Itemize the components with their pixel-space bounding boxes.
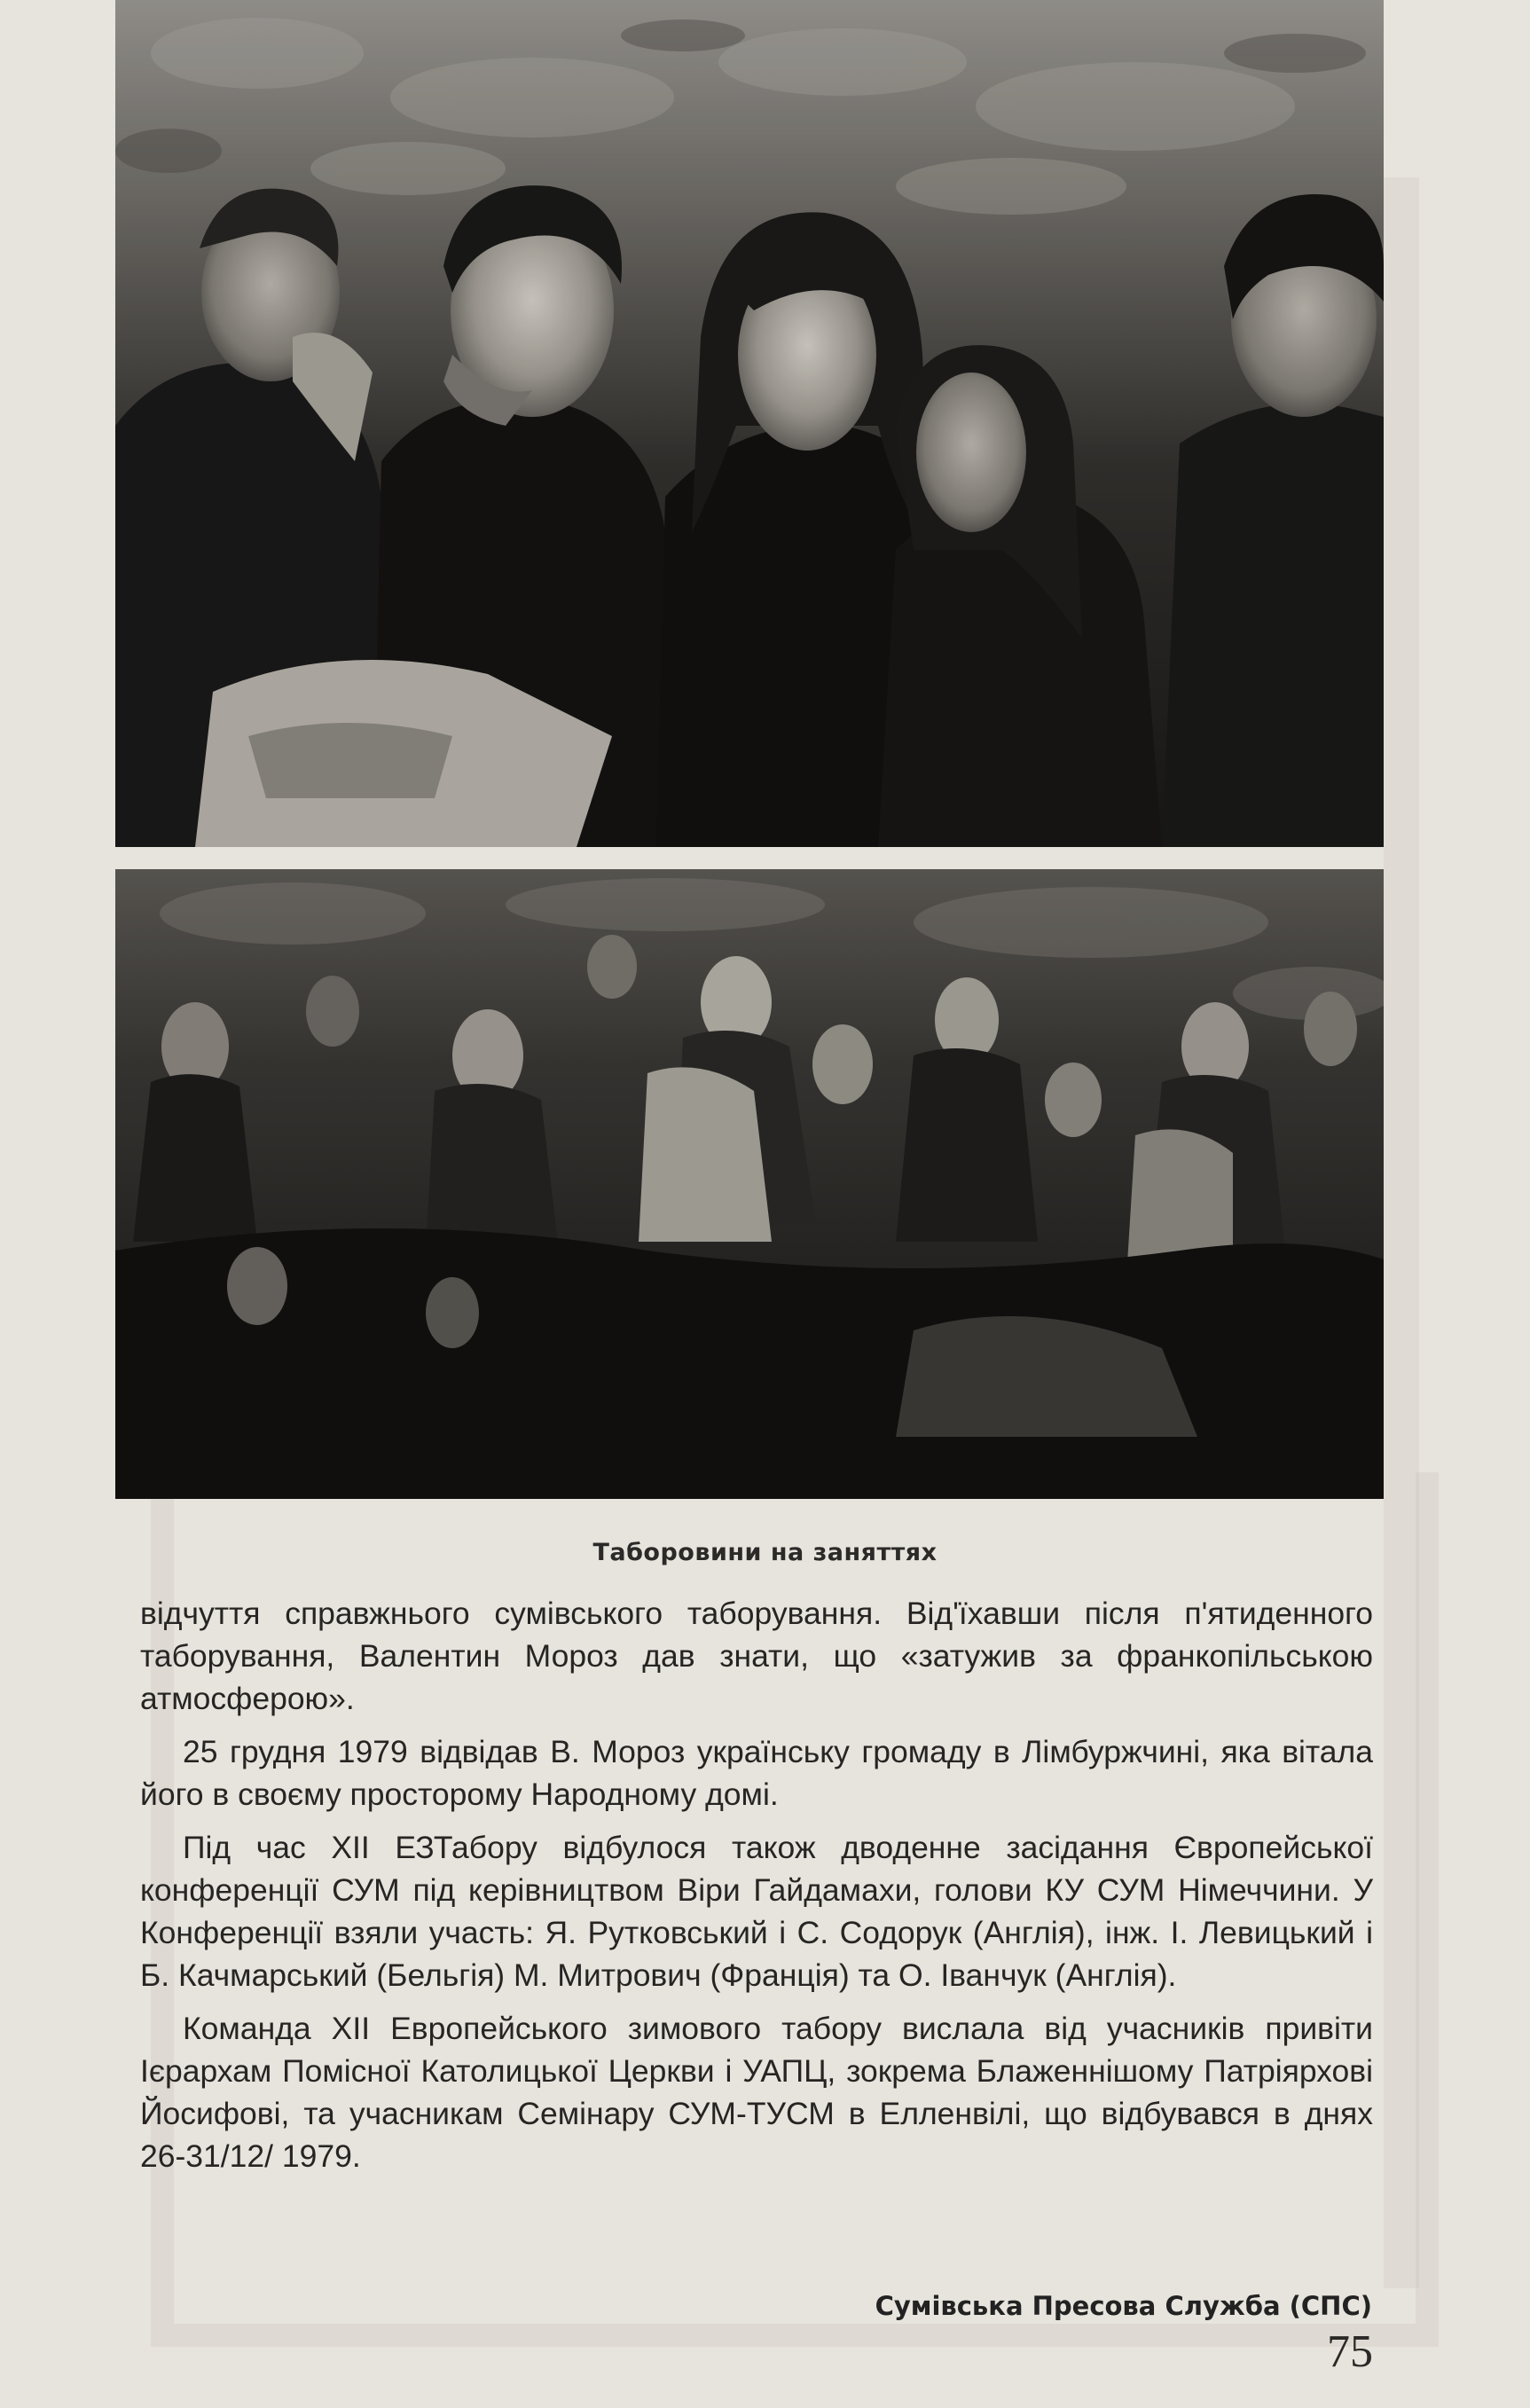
reverse-bleed-edge [1384,177,1419,2288]
paragraph-1: відчуття справжнього сумівського таборування. Від'їхавши після п'ятиденного таборування, Валентин Мороз дав знати, що «затужив за франкопільською атмосферою». [140,1596,1373,1716]
paragraph-3: Під час XII ЕЗТабору відбулося також дводенне засідання Європейської конференції СУМ під керівництвом Віри Гайдамахи, голови КУ СУМ Німеччини. У Конференції взяли участь: Я. Рутковський і С. Содорук (Англія), інж. І. Левицький і Б. Качмарський (Бельгія) М. Митрович (Франція) та О. Іванчук (Англія). [140,1830,1373,1993]
paragraph-2: 25 грудня 1979 відвідав В. Мороз українську громаду в Лімбуржчині, яка вітала його в своєму просторому Народному домі. [140,1734,1373,1812]
signature: Сумівська Пресова Служба (СПС) [875,2291,1372,2321]
photo-caption: Таборовини на заняттях [592,1539,938,1566]
photo-campers-closeup [115,0,1384,847]
photo-campers-group [115,869,1384,1499]
paragraph-4: Команда XII Европейського зимового табору вислала від учасників привіти Ієрархам Помісної Католицької Церкви і УАПЦ, зокрема Блаженнішому Патріярхові Йосифові, та учасникам Семінару СУМ-ТУСМ в Елленвілі, що відбувався в днях 26-31/12/ 1979. [140,2011,1373,2174]
page-number: 75 [1327,2326,1373,2377]
article-body [140,1592,1373,2188]
